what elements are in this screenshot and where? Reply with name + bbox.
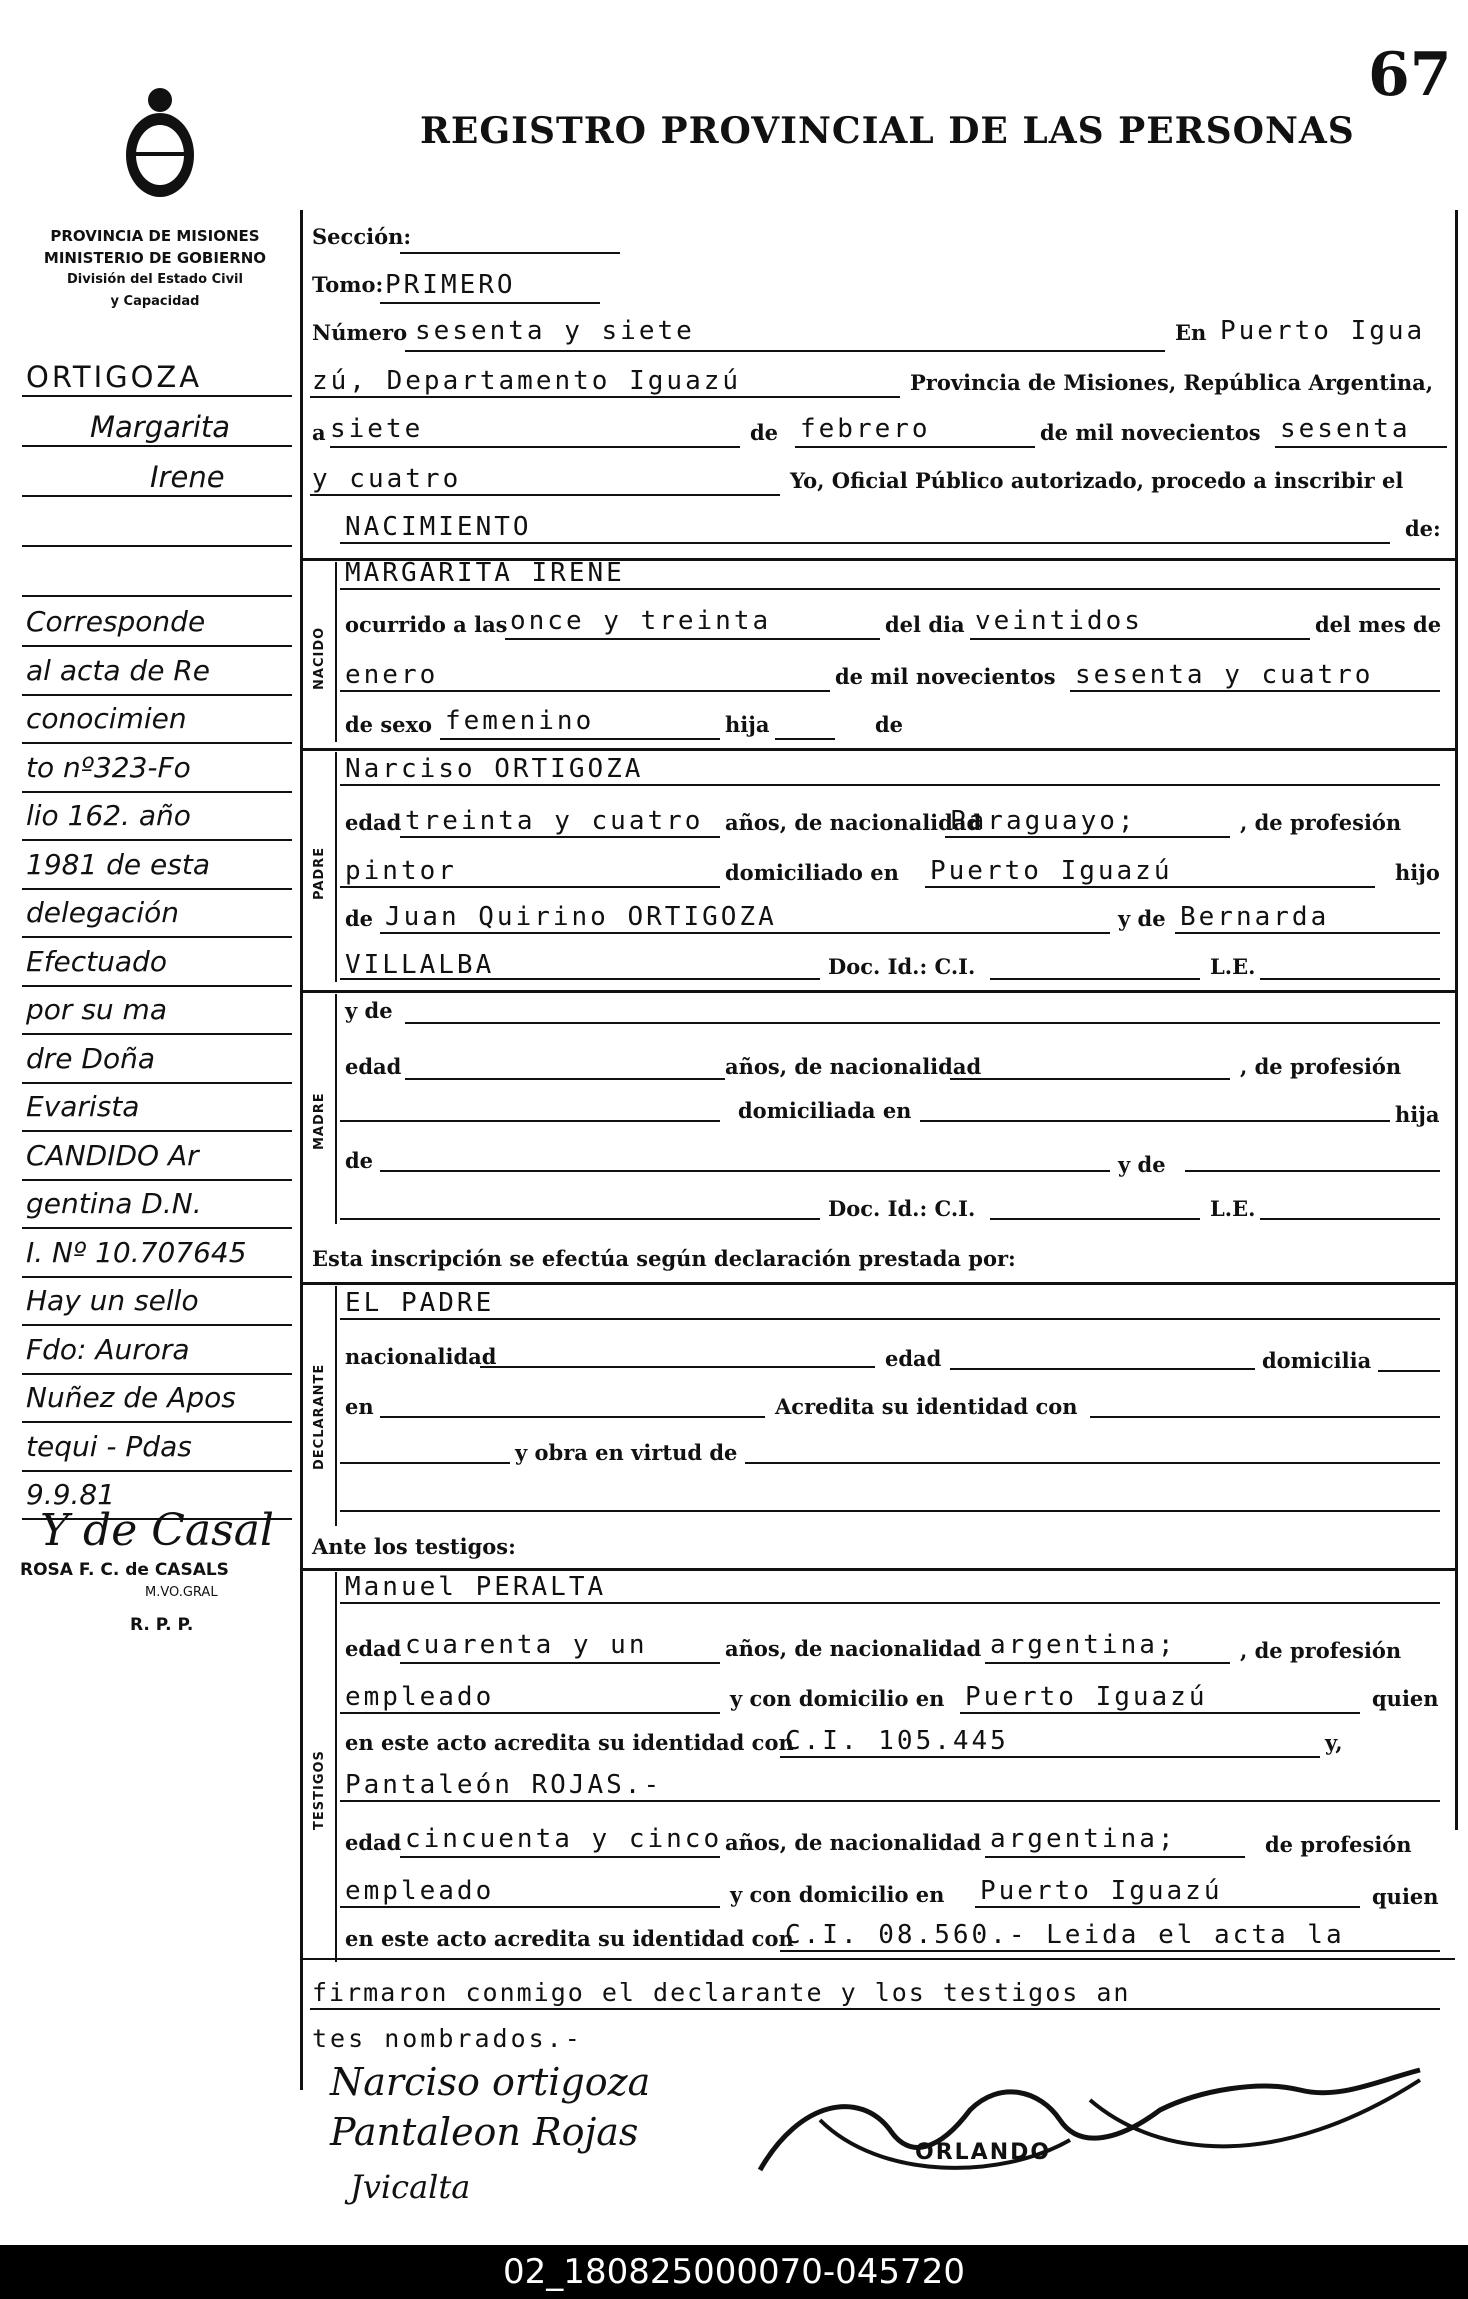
testigo1-doc: C.I. 105.445 xyxy=(785,1726,1009,1756)
margin-note-line: al acta de Re xyxy=(26,653,211,687)
margin-note-line: 1981 de esta xyxy=(26,847,211,881)
acto-value: NACIMIENTO xyxy=(345,512,532,542)
margin-rule xyxy=(22,791,292,793)
declarante-obra-pre-line xyxy=(340,1462,510,1464)
acto-line xyxy=(340,542,1390,544)
testigo1-name-line xyxy=(340,1602,1440,1604)
section-divider xyxy=(300,748,1455,751)
officer-name: ORLANDO xyxy=(915,2140,1052,2165)
margin-rule xyxy=(22,445,292,447)
nacido-anio-value: sesenta y cuatro xyxy=(1075,660,1374,690)
file-id-footer: 02_180825000070-045720 xyxy=(0,2245,1468,2299)
sexo-label: de sexo xyxy=(345,712,433,737)
margin-note-line: Fdo: Aurora xyxy=(26,1332,190,1366)
nacido-mes-line xyxy=(340,690,830,692)
numero-label: Número xyxy=(312,320,408,345)
nacido-border xyxy=(335,562,337,742)
numero-value: sesenta y siete xyxy=(415,316,695,346)
testigo2-prof-line xyxy=(340,1906,720,1908)
margin-rule xyxy=(22,1227,292,1229)
margin-note-line: conocimien xyxy=(26,702,187,735)
madre-dom-label: domiciliada en xyxy=(738,1098,912,1123)
numero-line xyxy=(405,350,1165,352)
declarante-edad-line xyxy=(950,1368,1255,1370)
margin-note-line: dre Doña xyxy=(26,1041,156,1075)
padre-madre-value: Bernarda xyxy=(1180,902,1330,932)
margin-rule xyxy=(22,1276,292,1278)
margin-rule xyxy=(22,395,292,397)
section-divider xyxy=(300,1282,1455,1285)
padre-hijo-label: hijo xyxy=(1395,860,1440,885)
madre-hija-label: hija xyxy=(1395,1102,1440,1127)
hija-label: hija xyxy=(725,712,770,737)
margin-rule xyxy=(22,595,292,597)
padre-doc-label: Doc. Id.: C.I. xyxy=(828,954,976,979)
testigo1-quien-label: quien xyxy=(1372,1686,1439,1711)
declarante-acredita-line xyxy=(1090,1416,1440,1418)
testigo1-dom-line xyxy=(960,1712,1360,1714)
hora-line xyxy=(505,638,880,640)
madre-side-label: MADRE xyxy=(312,1092,327,1150)
testigo1-y-label: y, xyxy=(1325,1730,1343,1755)
margin-note-line: Efectuado xyxy=(26,944,167,978)
tomo-value: PRIMERO xyxy=(385,270,516,300)
testigo1-edad-label: edad xyxy=(345,1636,402,1661)
testigo1-edad-line xyxy=(400,1662,720,1664)
form-right-border xyxy=(1455,210,1458,1830)
margin-note-line: Hay un sello xyxy=(26,1284,199,1317)
madre-nac-line xyxy=(950,1078,1230,1080)
padre-madre-line xyxy=(1175,932,1440,934)
nacido-dia-value: veintidos xyxy=(975,606,1143,636)
nacido-anio-line xyxy=(1070,690,1440,692)
sexo-value: femenino xyxy=(445,706,595,736)
madre-le-label: L.E. xyxy=(1210,1196,1256,1221)
madre-dom-line xyxy=(920,1120,1390,1122)
madre-de-label: de xyxy=(345,1148,374,1173)
padre-edad-value: treinta y cuatro xyxy=(405,806,704,836)
padre-dom-value: Puerto Iguazú xyxy=(930,856,1173,886)
anio-value: sesenta xyxy=(1280,414,1411,444)
margin-rule xyxy=(22,1324,292,1326)
margin-signature: Y de Casal xyxy=(40,1505,275,1556)
declarante-extra-line xyxy=(340,1510,1440,1512)
testigo2-doc-line xyxy=(780,1950,1440,1952)
testigo2-name-line xyxy=(340,1800,1440,1802)
margin-rule xyxy=(22,888,292,890)
anio-cont-line xyxy=(310,494,780,496)
padre-prof-line xyxy=(340,886,720,888)
margin-note-line: Nuñez de Apos xyxy=(26,1381,236,1414)
padre-edad-label: edad xyxy=(345,810,402,835)
en-value: Puerto Igua xyxy=(1220,316,1426,346)
margin-note-line: to nº323-Fo xyxy=(26,750,191,784)
madre-doc-line xyxy=(990,1218,1200,1220)
testigo2-edad-line xyxy=(400,1856,720,1858)
testigo2-prof-label: de profesión xyxy=(1265,1832,1412,1857)
padre-name-line xyxy=(340,784,1440,786)
margin-rule xyxy=(22,1130,292,1132)
margin-stamp-name: ROSA F. C. de CASALS xyxy=(20,1560,229,1580)
place-continued: zú, Departamento Iguazú xyxy=(312,366,742,396)
testigos-intro: Ante los testigos: xyxy=(312,1534,516,1559)
madre-prof-label: , de profesión xyxy=(1240,1054,1402,1079)
nacido-mil-label: de mil novecientos xyxy=(835,664,1056,689)
testigo2-name: Pantaleón ROJAS.- xyxy=(345,1770,663,1800)
margin-rule xyxy=(22,495,292,497)
padre-padres-value: Juan Quirino ORTIGOZA xyxy=(385,902,777,932)
testigo2-quien-label: quien xyxy=(1372,1884,1439,1909)
authority-capacity: y Capacidad xyxy=(110,294,200,309)
declarante-en-line xyxy=(380,1416,765,1418)
tomo-label: Tomo: xyxy=(312,272,384,297)
margin-rule xyxy=(22,1421,292,1423)
mes-value: febrero xyxy=(800,414,931,444)
padre-edad-line xyxy=(400,836,720,838)
testigo2-edad-label: edad xyxy=(345,1830,402,1855)
document-title: REGISTRO PROVINCIAL DE LAS PERSONAS xyxy=(420,110,1355,152)
madre-cont-line xyxy=(340,1218,820,1220)
margin-rule xyxy=(22,985,292,987)
signature-declarante: Narciso ortigoza xyxy=(330,2060,651,2104)
margin-rule xyxy=(22,694,292,696)
padre-prof-value: pintor xyxy=(345,856,457,886)
padre-padres-line xyxy=(380,932,1110,934)
madre-doc-label: Doc. Id.: C.I. xyxy=(828,1196,976,1221)
padre-le-line xyxy=(1260,978,1440,980)
closing-line-1: firmaron conmigo el declarante y los testigos an xyxy=(312,1978,1131,2007)
section-divider xyxy=(300,1568,1455,1571)
margin-rule xyxy=(22,645,292,647)
authority-ministry: MINISTERIO DE GOBIERNO xyxy=(43,249,267,267)
closing-line-1-rule xyxy=(310,2008,1440,2010)
declarante-edad-label: edad xyxy=(885,1346,942,1371)
margin-note-line: I. Nº 10.707645 xyxy=(26,1235,247,1269)
margin-rule xyxy=(22,1179,292,1181)
padre-nac-line xyxy=(945,836,1230,838)
testigo1-nac-label: años, de nacionalidad xyxy=(725,1636,982,1661)
en-label: En xyxy=(1175,320,1207,345)
declarante-border xyxy=(335,1286,337,1526)
sexo-line xyxy=(440,738,720,740)
a-label: a xyxy=(312,420,326,445)
ocurrido-label: ocurrido a las xyxy=(345,612,508,637)
rpp-label: R. P. P. xyxy=(130,1615,194,1635)
padre-side-label: PADRE xyxy=(312,846,327,900)
testigo1-dom: Puerto Iguazú xyxy=(965,1682,1208,1712)
declarante-nac-label: nacionalidad xyxy=(345,1344,497,1369)
coat-of-arms-icon xyxy=(120,80,200,205)
testigo2-nac: argentina; xyxy=(990,1824,1177,1854)
provincia-text: Provincia de Misiones, República Argentina, xyxy=(910,370,1434,395)
padre-nac-value: Paraguayo; xyxy=(950,806,1137,836)
testigo2-prof: empleado xyxy=(345,1876,495,1906)
margin-note-line: tequi - Pdas xyxy=(26,1429,192,1463)
margin-note-line: delegación xyxy=(26,896,179,929)
padre-de-label: de xyxy=(345,906,374,931)
dia-label: del dia xyxy=(885,612,965,637)
testigo1-prof-label: , de profesión xyxy=(1240,1638,1402,1663)
official-signature-icon xyxy=(740,2060,1440,2190)
anio-line xyxy=(1275,446,1447,448)
nacido-de-label: de xyxy=(875,712,904,737)
testigo2-acredita-label: en este acto acredita su identidad con xyxy=(345,1926,794,1951)
margin-rule xyxy=(22,1033,292,1035)
declarante-nac-line xyxy=(480,1366,875,1368)
padre-prof-label: , de profesión xyxy=(1240,810,1402,835)
margin-note-line: por su ma xyxy=(26,993,167,1026)
margin-rule xyxy=(22,1082,292,1084)
margin-rule xyxy=(22,839,292,841)
signature-testigo-2: Jvicalta xyxy=(350,2168,471,2206)
signature-testigo: Pantaleon Rojas xyxy=(330,2110,639,2154)
declarante-dom-label: domicilia xyxy=(1262,1348,1372,1373)
madre-edad-line xyxy=(405,1078,725,1080)
closing-line-2: tes nombrados.- xyxy=(312,2024,583,2053)
padre-yde-label: y de xyxy=(1118,906,1166,931)
declarante-dom-line xyxy=(1378,1370,1440,1372)
padre-nac-label: años, de nacionalidad xyxy=(725,810,982,835)
madre-le-line xyxy=(1260,1218,1440,1220)
nacido-dia-line xyxy=(970,638,1310,640)
testigo1-prof-line xyxy=(340,1712,720,1714)
madre-edad-label: edad xyxy=(345,1054,402,1079)
testigo1-acredita-label: en este acto acredita su identidad con xyxy=(345,1730,794,1755)
dia-value: siete xyxy=(330,414,424,444)
seccion-label: Sección: xyxy=(312,224,412,249)
declarante-intro: Esta inscripción se efectúa según declaración prestada por: xyxy=(312,1246,1016,1271)
madre-name-line xyxy=(405,1022,1440,1024)
padre-le-label: L.E. xyxy=(1210,954,1256,979)
madre-prof-line xyxy=(340,1120,720,1122)
margin-surname: ORTIGOZA xyxy=(26,360,203,394)
testigo1-doc-line xyxy=(780,1756,1320,1758)
testigo1-name: Manuel PERALTA xyxy=(345,1572,607,1602)
madre-padres-line xyxy=(380,1170,1110,1172)
declarante-obra-line xyxy=(745,1462,1440,1464)
nacido-mes-value: enero xyxy=(345,660,439,690)
margin-firstname: Margarita xyxy=(90,410,231,444)
margin-rule xyxy=(22,1373,292,1375)
place-line xyxy=(310,396,900,398)
de-colon: de: xyxy=(1405,516,1441,541)
testigo2-dom-label: y con domicilio en xyxy=(730,1882,945,1907)
margin-rule xyxy=(22,742,292,744)
issuing-authority xyxy=(20,225,290,313)
testigo1-nac-line xyxy=(985,1662,1230,1664)
margin-note-line: Corresponde xyxy=(26,605,206,638)
section-divider xyxy=(300,1958,1455,1960)
mes-line xyxy=(795,446,1035,448)
mes-label: del mes de xyxy=(1315,612,1442,637)
testigos-border xyxy=(335,1572,337,1962)
padre-border xyxy=(335,752,337,982)
hora-value: once y treinta xyxy=(510,606,772,636)
testigo2-nac-label: años, de nacionalidad xyxy=(725,1830,982,1855)
margin-rule xyxy=(22,1470,292,1472)
margin-note-line: Evarista xyxy=(26,1090,140,1123)
margin-note-line: lio 162. año xyxy=(26,799,191,832)
section-divider xyxy=(300,990,1455,993)
testigo1-edad: cuarenta y un xyxy=(405,1630,648,1660)
declarante-side-label: DECLARANTE xyxy=(312,1363,327,1470)
margin-secondname: Irene xyxy=(150,460,225,494)
testigo1-dom-label: y con domicilio en xyxy=(730,1686,945,1711)
padre-name: Narciso ORTIGOZA xyxy=(345,754,644,784)
testigo2-dom-line xyxy=(975,1906,1360,1908)
oficial-text: Yo, Oficial Público autorizado, procedo a inscribir el xyxy=(790,468,1404,493)
mil-label: de mil novecientos xyxy=(1040,420,1261,445)
tomo-line xyxy=(380,302,600,304)
declarante-obra-label: y obra en virtud de xyxy=(515,1440,738,1465)
margin-stamp-title: M.VO.GRAL xyxy=(145,1585,218,1600)
authority-province: PROVINCIA DE MISIONES xyxy=(50,227,260,245)
padre-madre-cont-line xyxy=(340,978,820,980)
hija-line xyxy=(775,738,835,740)
seccion-line xyxy=(400,252,620,254)
madre-madre-line xyxy=(1185,1170,1440,1172)
madre-yde-label: y de xyxy=(345,998,393,1023)
testigo1-prof: empleado xyxy=(345,1682,495,1712)
declarante-line xyxy=(340,1318,1440,1320)
margin-note-line: gentina D.N. xyxy=(26,1187,202,1220)
padre-doc-line xyxy=(990,978,1200,980)
madre-border xyxy=(335,994,337,1224)
dia-line xyxy=(330,446,740,448)
declarante-acredita-label: Acredita su identidad con xyxy=(775,1394,1078,1419)
page-number: 67 xyxy=(1368,40,1452,110)
testigo2-doc: C.I. 08.560.- Leida el acta la xyxy=(785,1920,1345,1950)
padre-dom-label: domiciliado en xyxy=(725,860,899,885)
testigo2-edad: cincuenta y cinco xyxy=(405,1824,723,1854)
de-label: de xyxy=(750,420,779,445)
madre-yde2-label: y de xyxy=(1118,1152,1166,1177)
padre-madre-cont: VILLALBA xyxy=(345,950,495,980)
padre-dom-line xyxy=(925,886,1375,888)
nacido-name: MARGARITA IRENE xyxy=(345,558,625,588)
margin-note-line: 9.9.81 xyxy=(26,1478,116,1511)
nacido-name-line xyxy=(340,588,1440,590)
declarante-value: EL PADRE xyxy=(345,1288,495,1318)
testigo2-dom: Puerto Iguazú xyxy=(980,1876,1223,1906)
margin-note-line: CANDIDO Ar xyxy=(26,1138,199,1172)
nacido-side-label: NACIDO xyxy=(312,626,327,690)
declarante-en-label: en xyxy=(345,1394,374,1419)
authority-division: División del Estado Civil xyxy=(67,272,243,287)
testigo1-nac: argentina; xyxy=(990,1630,1177,1660)
madre-nac-label: años, de nacionalidad xyxy=(725,1054,982,1079)
testigo2-nac-line xyxy=(985,1856,1245,1858)
anio-continued: y cuatro xyxy=(312,464,462,494)
margin-rule xyxy=(22,936,292,938)
margin-rule xyxy=(22,545,292,547)
testigos-side-label: TESTIGOS xyxy=(312,1750,327,1830)
